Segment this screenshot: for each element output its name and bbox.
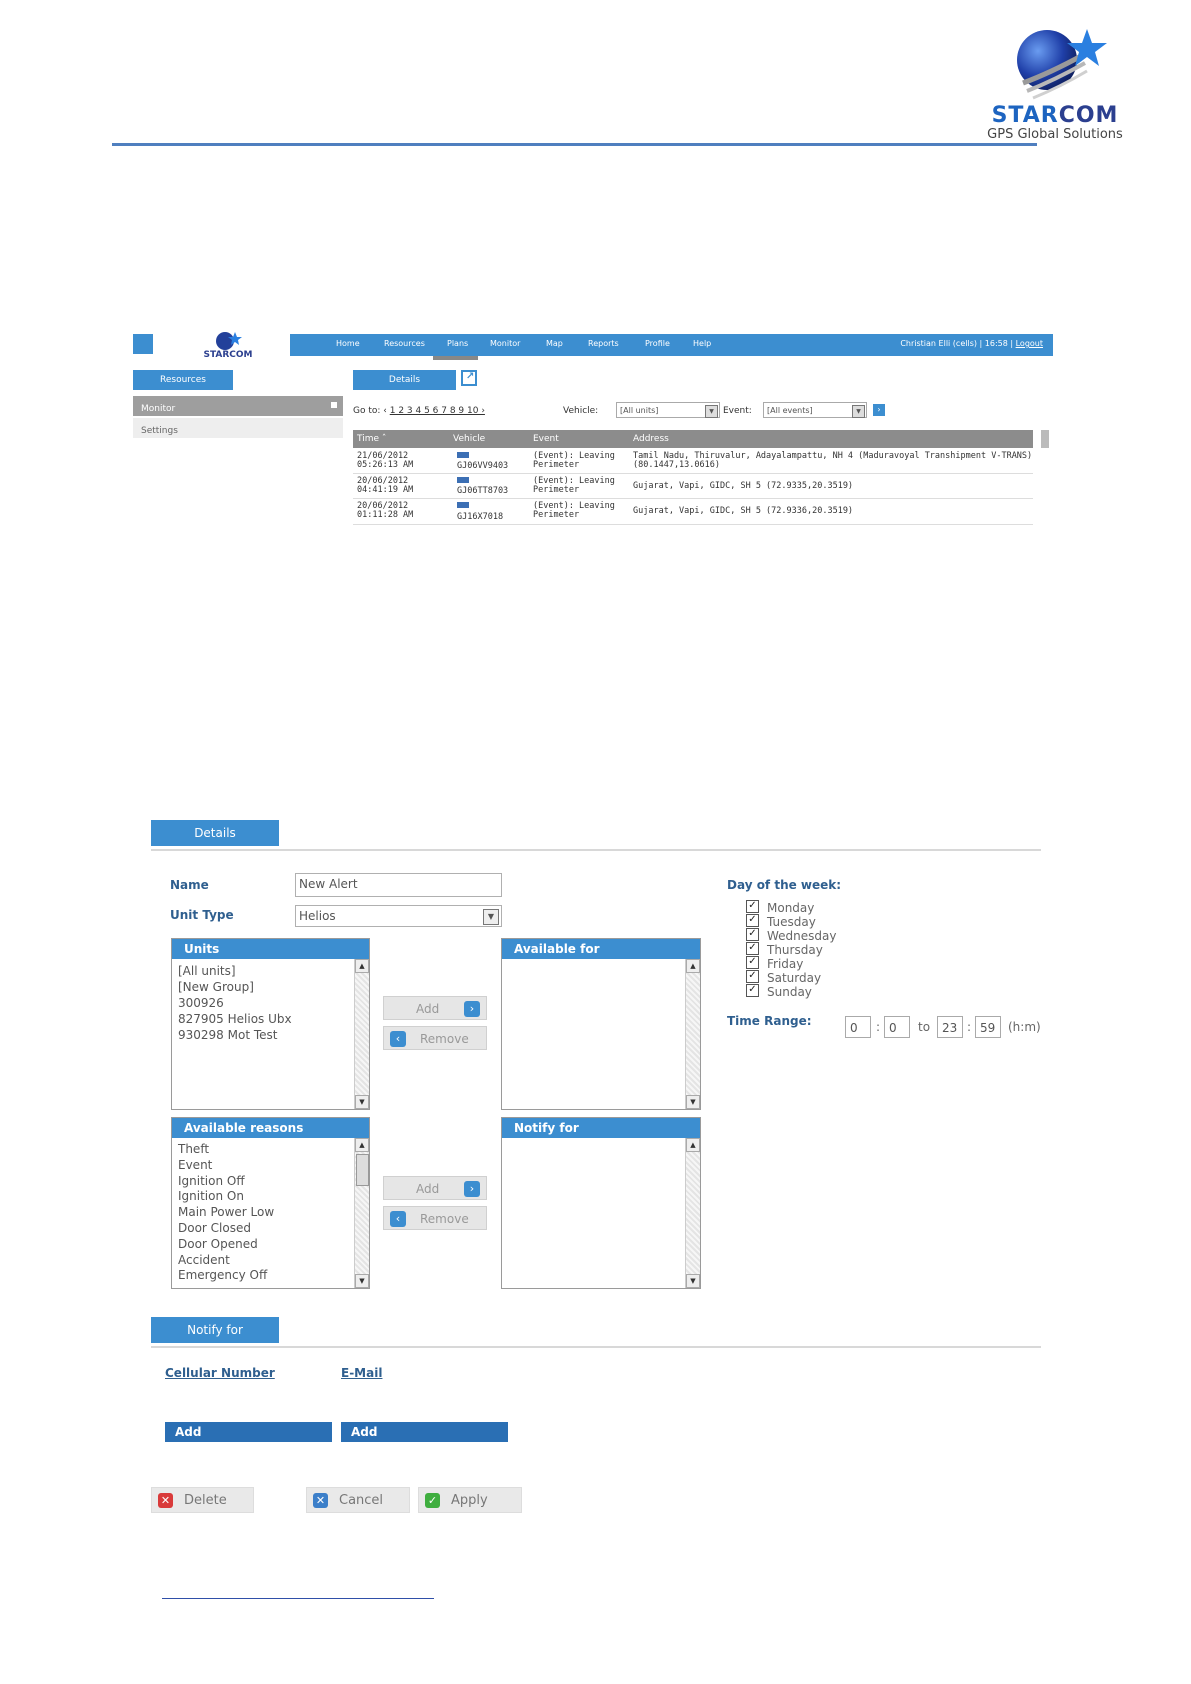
day-saturday-label: Saturday <box>767 971 822 985</box>
day-friday-label: Friday <box>767 957 804 971</box>
cellular-number-link[interactable]: Cellular Number <box>165 1366 275 1380</box>
brand-tagline: GPS Global Solutions <box>987 127 1123 142</box>
scroll-thumb[interactable] <box>356 1154 369 1186</box>
chevron-down-icon: ▼ <box>483 909 499 925</box>
monitor-screenshot <box>133 330 1053 540</box>
name-label: Name <box>170 878 209 892</box>
arrow-left-icon: ‹ <box>390 1211 406 1227</box>
table-row[interactable]: 20/06/2012 01:11:28 AM GJ16X7018 (Event): Leaving Perimeter Gujarat, Vapi, GIDC, SH 5 (72.9336,20.3519) <box>357 501 854 522</box>
list-item[interactable]: [New Group] <box>178 980 254 994</box>
col-time[interactable]: Time ˆ <box>357 434 387 444</box>
nav-resources[interactable]: Resources <box>384 339 425 348</box>
list-item[interactable]: Theft <box>178 1142 210 1156</box>
time-unit: (h:m) <box>1008 1020 1041 1034</box>
available-for-list[interactable] <box>501 938 701 1110</box>
col-address[interactable]: Address <box>633 434 669 444</box>
row-divider <box>353 524 1033 525</box>
available-reasons-header: Available reasons <box>172 1118 369 1138</box>
time-colon: : <box>967 1020 972 1034</box>
available-reasons-list[interactable] <box>171 1117 370 1289</box>
nav-plans[interactable]: Plans <box>447 339 469 348</box>
table-row[interactable]: 21/06/2012 05:26:13 AM GJ06VV9403 (Event): Leaving Perimeter Tamil Nadu, Thiruvalur, Adayalampattu, NH 4 (Maduravoyal Transhipment V-TRANS) (80.1447,13.0616) <box>357 451 1033 471</box>
arrow-right-icon: › <box>464 1181 480 1197</box>
list-item[interactable]: Ignition Off <box>178 1173 245 1188</box>
units-scrollbar[interactable] <box>354 959 369 1109</box>
event-select[interactable]: [All events] ▼ <box>763 402 867 418</box>
scroll-up-icon[interactable]: ▲ <box>355 959 369 973</box>
user-status: Christian Elli (cells) | 16:58 | Logout <box>900 339 1043 348</box>
check-icon: ✓ <box>425 1493 440 1508</box>
details-tab[interactable]: Details <box>353 370 456 390</box>
details-section-tab[interactable]: Details <box>151 820 279 846</box>
add-unit-button[interactable]: Add › <box>383 996 487 1020</box>
brand-name: STARCOM <box>991 103 1119 128</box>
sidebar-item-monitor[interactable]: Monitor <box>133 396 343 416</box>
events-table-header <box>353 430 1033 448</box>
day-tuesday-label: Tuesday <box>767 915 816 929</box>
scroll-up-icon[interactable]: ▲ <box>686 959 700 973</box>
scroll-down-icon[interactable]: ▼ <box>686 1274 700 1288</box>
sidebar-item-settings[interactable]: Settings <box>133 418 343 438</box>
notify-for-header: Notify for <box>502 1118 700 1138</box>
scroll-down-icon[interactable]: ▼ <box>355 1095 369 1109</box>
list-item[interactable]: Emergency Off <box>178 1268 268 1283</box>
notify-for-list[interactable] <box>501 1117 701 1289</box>
collapse-icon <box>331 402 337 408</box>
chevron-down-icon: ▼ <box>852 405 865 418</box>
time-range-label: Time Range: <box>727 1014 812 1028</box>
arrow-left-icon: ‹ <box>390 1031 406 1047</box>
day-sunday-label: Sunday <box>767 985 812 999</box>
checkbox-friday[interactable]: ✓ <box>746 956 759 969</box>
list-item[interactable]: Event <box>178 1157 213 1172</box>
truck-icon <box>457 502 469 508</box>
row-divider <box>353 473 1033 474</box>
list-item[interactable]: Main Power Low <box>178 1205 275 1220</box>
email-link[interactable]: E-Mail <box>341 1366 383 1380</box>
starcom-logo <box>975 25 1135 140</box>
add-reason-button[interactable]: Add › <box>383 1176 487 1200</box>
scroll-up-icon[interactable]: ▲ <box>686 1138 700 1152</box>
go-arrow-icon[interactable]: › <box>873 404 885 416</box>
corner-square <box>133 334 153 354</box>
available-for-header: Available for <box>502 939 700 959</box>
checkbox-sunday[interactable]: ✓ <box>746 984 759 997</box>
list-item[interactable]: Accident <box>178 1252 230 1267</box>
footnote-separator <box>162 1598 434 1599</box>
cancel-button[interactable]: ✕ Cancel <box>306 1487 410 1513</box>
notify-for-scrollbar[interactable] <box>685 1138 700 1288</box>
truck-icon <box>457 477 469 483</box>
name-input[interactable]: New Alert <box>295 873 502 897</box>
reasons-list-items <box>178 1142 274 1284</box>
time-colon: : <box>876 1020 881 1034</box>
logout-link[interactable]: Logout <box>1015 339 1043 348</box>
delete-button[interactable]: ✕ Delete <box>151 1487 254 1513</box>
delete-icon: ✕ <box>158 1493 173 1508</box>
checkbox-monday[interactable]: ✓ <box>746 900 759 913</box>
checkbox-thursday[interactable]: ✓ <box>746 942 759 955</box>
day-of-week-label: Day of the week: <box>727 878 842 892</box>
row-divider <box>353 498 1033 499</box>
checkbox-wednesday[interactable]: ✓ <box>746 928 759 941</box>
checkbox-saturday[interactable]: ✓ <box>746 970 759 983</box>
col-event[interactable]: Event <box>533 434 559 444</box>
nav-map[interactable]: Map <box>546 339 563 348</box>
app-logo <box>193 330 263 360</box>
nav-help[interactable]: Help <box>693 339 712 348</box>
add-cellular-button[interactable]: Add <box>165 1422 332 1442</box>
time-to-hour[interactable]: 23 <box>937 1016 963 1038</box>
top-navbar <box>290 334 1053 356</box>
arrow-right-icon: › <box>464 1001 480 1017</box>
vehicle-label: Vehicle: <box>563 406 599 416</box>
app-logo-text: STARCOM <box>203 350 253 360</box>
event-label: Event: <box>723 406 752 416</box>
external-link-icon[interactable]: ↗ <box>461 370 477 386</box>
time-from-minute[interactable]: 0 <box>884 1016 910 1038</box>
units-list[interactable] <box>171 938 370 1110</box>
page-links[interactable]: 1 2 3 4 5 6 7 8 9 10 › <box>389 406 485 416</box>
unit-type-select[interactable]: Helios ▼ <box>295 905 502 927</box>
pager: Go to: ‹ 1 2 3 4 5 6 7 8 9 10 › <box>353 406 485 416</box>
notify-section-tab[interactable]: Notify for <box>151 1317 279 1343</box>
list-item[interactable]: Door Opened <box>178 1236 258 1251</box>
nav-home[interactable]: Home <box>336 339 360 348</box>
nav-monitor[interactable]: Monitor <box>490 339 521 348</box>
remove-unit-button[interactable]: ‹ Remove <box>383 1026 487 1050</box>
checkbox-tuesday[interactable]: ✓ <box>746 914 759 927</box>
globe-star-icon <box>975 25 1135 105</box>
list-item[interactable]: 300926 <box>178 996 224 1010</box>
add-email-button[interactable]: Add <box>341 1422 508 1442</box>
list-item[interactable]: Door Closed <box>178 1220 251 1235</box>
col-vehicle[interactable]: Vehicle <box>453 434 486 444</box>
vehicle-select[interactable]: [All units] ▼ <box>616 402 720 418</box>
cancel-icon: ✕ <box>313 1493 328 1508</box>
time-from-hour[interactable]: 0 <box>845 1016 871 1038</box>
day-monday-label: Monday <box>767 901 815 915</box>
scroll-up-icon[interactable]: ▲ <box>355 1138 369 1152</box>
time-to-minute[interactable]: 59 <box>975 1016 1001 1038</box>
apply-button[interactable]: ✓ Apply <box>418 1487 522 1513</box>
reasons-scrollbar[interactable] <box>354 1138 369 1288</box>
remove-reason-button[interactable]: ‹ Remove <box>383 1206 487 1230</box>
list-item[interactable]: Ignition On <box>178 1189 244 1204</box>
table-row[interactable]: 20/06/2012 04:41:19 AM GJ06TT8703 (Event): Leaving Perimeter Gujarat, Vapi, GIDC, SH 5 (72.9335,20.3519) <box>357 476 854 496</box>
units-list-header: Units <box>172 939 369 959</box>
day-wednesday-label: Wednesday <box>767 929 837 943</box>
available-for-scrollbar[interactable] <box>685 959 700 1109</box>
time-to-word: to <box>918 1020 931 1034</box>
list-item[interactable]: [All units] <box>178 964 236 978</box>
table-scrollbar[interactable] <box>1041 430 1049 448</box>
nav-reports[interactable]: Reports <box>588 339 619 348</box>
chevron-down-icon: ▼ <box>705 405 718 418</box>
unit-type-label: Unit Type <box>170 908 234 922</box>
scroll-down-icon[interactable]: ▼ <box>355 1274 369 1288</box>
list-item[interactable]: 930298 Mot Test <box>178 1028 278 1042</box>
resources-tab[interactable]: Resources <box>133 370 233 390</box>
header-divider <box>112 143 1037 146</box>
nav-profile[interactable]: Profile <box>645 339 670 348</box>
details-rule <box>151 849 1041 851</box>
day-thursday-label: Thursday <box>767 943 823 957</box>
list-item[interactable]: 827905 Helios Ubx <box>178 1012 292 1026</box>
units-list-items <box>178 963 292 1043</box>
scroll-down-icon[interactable]: ▼ <box>686 1095 700 1109</box>
truck-icon <box>457 452 469 458</box>
notify-rule <box>151 1346 1041 1348</box>
nav-selected-indicator <box>433 356 478 360</box>
